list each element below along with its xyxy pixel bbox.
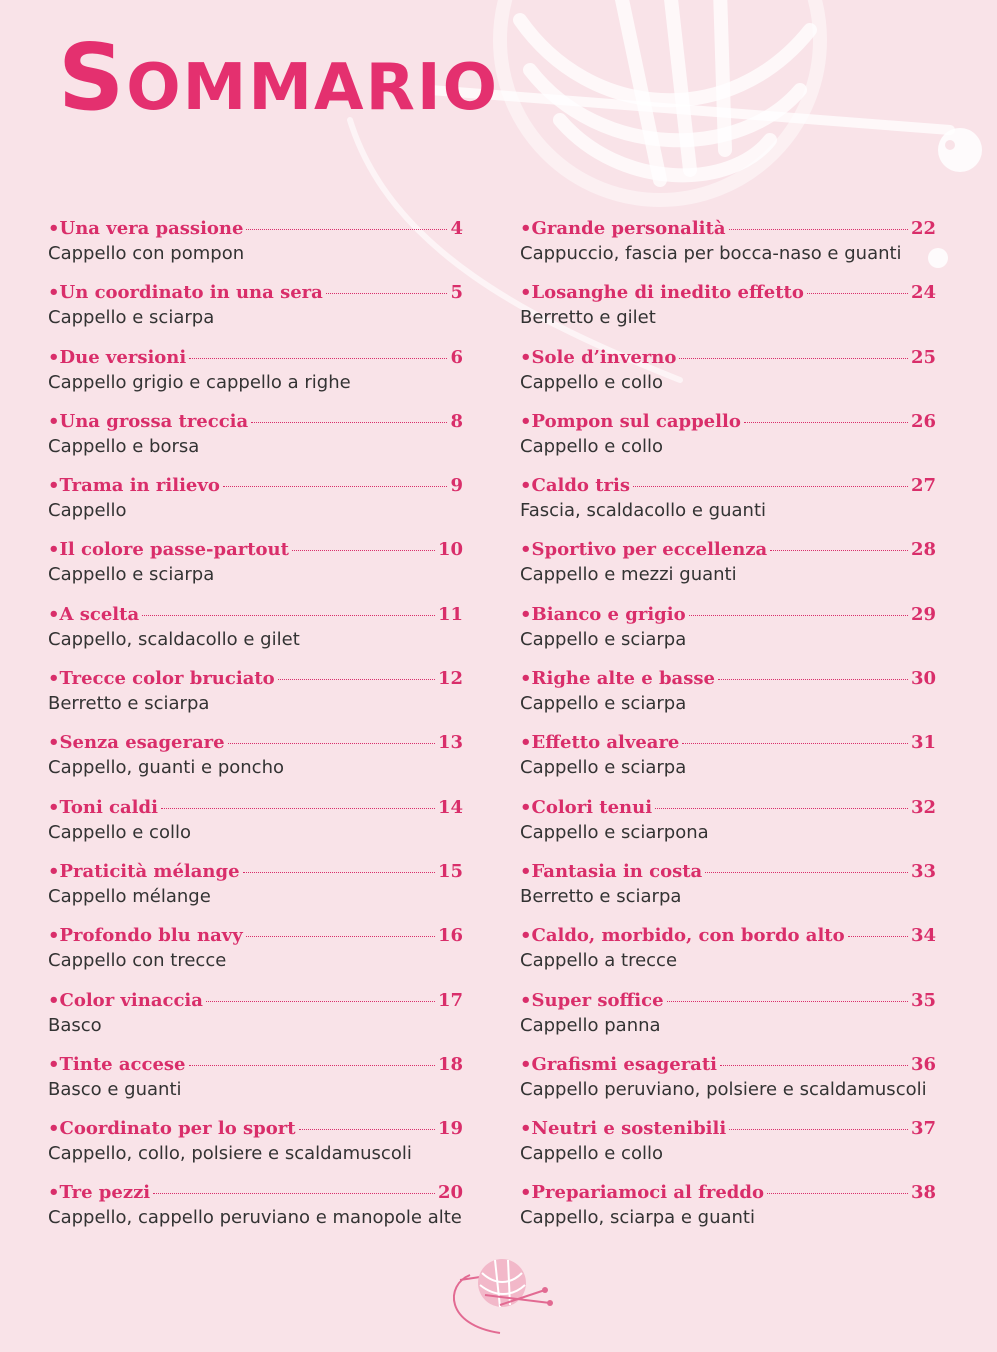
toc-entry-title [520, 1181, 764, 1205]
bullet: • [48, 1118, 60, 1140]
toc-entry-heading [48, 796, 463, 820]
dot-leader [251, 422, 447, 423]
toc-entry-heading [48, 1181, 463, 1205]
bullet: • [48, 860, 60, 882]
toc-entry-title-text: Fantasia in costa [531, 860, 703, 882]
toc-entry-title-text: Praticità mélange [59, 860, 240, 882]
toc-entry-heading [520, 1117, 936, 1141]
toc-entry-title [48, 474, 220, 498]
toc-entry[interactable] [48, 346, 463, 410]
toc-entry-title [520, 989, 664, 1013]
toc-entry-page-number: 15 [437, 860, 463, 882]
toc-entry-heading [48, 1117, 463, 1141]
toc-entry-page-number: 13 [437, 732, 463, 754]
dot-leader [682, 743, 908, 744]
toc-entry-subtitle: Basco [48, 1014, 102, 1036]
toc-entry[interactable] [48, 410, 463, 474]
toc-entry-heading [520, 217, 936, 241]
page-title: Sommario [58, 24, 500, 131]
toc-entry-page-number: 16 [437, 925, 463, 947]
toc-entry[interactable] [520, 924, 936, 988]
toc-entry-title-text: Una grossa treccia [59, 410, 249, 432]
toc-entry-page-number: 5 [450, 282, 463, 304]
toc-entry-heading [48, 1053, 463, 1077]
toc-entry-page-number: 27 [910, 475, 936, 497]
toc-entry-title-text: Un coordinato in una sera [59, 282, 323, 304]
bullet: • [520, 925, 532, 947]
toc-entry-subtitle: Cappello peruviano, polsiere e scaldamuscoli [520, 1078, 927, 1100]
toc-entry-title-text: Prepariamoci al freddo [531, 1182, 764, 1204]
toc-entry-heading [520, 603, 936, 627]
toc-entry-page-number: 37 [910, 1118, 936, 1140]
bullet: • [48, 475, 60, 497]
toc-entry-title [520, 1117, 726, 1141]
toc-entry-heading [48, 989, 463, 1013]
toc-entry-subtitle: Basco e guanti [48, 1078, 182, 1100]
toc-entry-title-text: Bianco e grigio [531, 603, 686, 625]
bullet: • [48, 925, 60, 947]
toc-entry[interactable] [48, 860, 463, 924]
toc-entry-title [520, 667, 715, 691]
toc-entry-subtitle: Cappello, collo, polsiere e scaldamuscoli [48, 1143, 412, 1165]
toc-entry[interactable] [520, 603, 936, 667]
bullet: • [48, 218, 60, 239]
yarn-ball-needles-icon [440, 1255, 560, 1340]
toc-entry[interactable] [520, 281, 936, 345]
toc-entry[interactable] [520, 410, 936, 474]
toc-entry-subtitle: Cappello e collo [520, 371, 663, 393]
toc-entry-subtitle: Cappello panna [520, 1014, 661, 1036]
toc-entry-title [520, 281, 804, 305]
dot-leader [326, 293, 448, 294]
toc-entry-page-number: 28 [910, 539, 936, 561]
toc-entry-title [520, 603, 686, 627]
toc-entry-title [48, 731, 225, 755]
bullet: • [48, 603, 60, 625]
toc-entry-title [520, 731, 679, 755]
toc-entry-heading [520, 1181, 936, 1205]
dot-leader [633, 486, 908, 487]
dot-leader [189, 1065, 435, 1066]
toc-entry-page-number: 12 [437, 668, 463, 690]
toc-entry-title [520, 924, 845, 948]
toc-entry-title [520, 1053, 717, 1077]
toc-entry[interactable] [520, 667, 936, 731]
toc-entry-title [48, 667, 275, 691]
dot-leader [720, 1065, 908, 1066]
toc-entry-title-text: Color vinaccia [59, 989, 203, 1011]
toc-entry-title-text: Righe alte e basse [531, 668, 715, 690]
toc-entry-page-number: 36 [910, 1053, 936, 1075]
toc-entry-page-number: 32 [910, 796, 936, 818]
dot-leader [246, 229, 447, 230]
toc-entry-title [48, 1117, 296, 1141]
toc-entry-subtitle: Cappello e collo [520, 1143, 663, 1165]
toc-entry-heading [520, 924, 936, 948]
toc-entry-subtitle: Cappello e sciarpa [520, 757, 687, 779]
toc-entry-title-text: Tre pezzi [59, 1182, 151, 1204]
toc-entry-subtitle: Cappello e collo [520, 435, 663, 457]
toc-column-right [520, 217, 936, 1246]
toc-entry-subtitle: Berretto e sciarpa [48, 693, 210, 715]
toc-entry-page-number: 20 [437, 1182, 463, 1204]
toc-entry-subtitle: Cappello, guanti e poncho [48, 757, 284, 779]
dot-leader [246, 936, 435, 937]
toc-entry[interactable] [48, 667, 463, 731]
dot-leader [278, 679, 435, 680]
bullet: • [520, 860, 532, 882]
toc-entry[interactable] [520, 474, 936, 538]
bullet: • [520, 732, 532, 754]
toc-entry-title [48, 346, 186, 370]
toc-entry-heading [48, 538, 463, 562]
toc-entry[interactable] [48, 538, 463, 602]
bullet: • [520, 796, 532, 818]
toc-entry-page-number: 10 [437, 539, 463, 561]
toc-entry-page-number: 34 [910, 925, 936, 947]
toc-entry-heading [520, 538, 936, 562]
toc-entry-subtitle: Cappello e sciarpona [520, 821, 709, 843]
toc-entry-subtitle: Cappello [48, 500, 127, 522]
toc-entry-title [520, 860, 702, 884]
toc-entry[interactable] [520, 1053, 936, 1117]
bullet: • [520, 539, 532, 561]
toc-entry-title-text: Super soffice [531, 989, 664, 1011]
toc-entry[interactable] [520, 1117, 936, 1181]
bullet: • [520, 989, 532, 1011]
bullet: • [520, 346, 532, 368]
toc-entry-title-text: Neutri e sostenibili [531, 1118, 727, 1140]
toc-entry-heading [48, 860, 463, 884]
toc-entry-title-text: Losanghe di inedito effetto [531, 282, 804, 304]
toc-entry[interactable] [520, 538, 936, 602]
toc-entry[interactable] [520, 1181, 936, 1245]
bullet: • [48, 410, 60, 432]
toc-entry[interactable] [520, 217, 936, 281]
toc-entry-title [48, 281, 323, 305]
toc-entry-heading [520, 346, 936, 370]
toc-entry-page-number: 17 [437, 989, 463, 1011]
toc-entry-title [48, 989, 203, 1013]
dot-leader [689, 615, 908, 616]
bullet: • [520, 475, 532, 497]
toc-entry[interactable] [48, 474, 463, 538]
toc-entry-title [520, 796, 652, 820]
toc-entry-heading [48, 346, 463, 370]
toc-entry-page-number: 18 [437, 1053, 463, 1075]
toc-entry-title [48, 860, 240, 884]
toc-entry-page-number: 38 [910, 1182, 936, 1204]
toc-entry-heading [520, 474, 936, 498]
toc-entry[interactable] [520, 731, 936, 795]
dot-leader [770, 550, 908, 551]
toc-entry-title-text: Toni caldi [59, 796, 158, 818]
toc-entry-title-text: Una vera passione [59, 218, 244, 239]
bullet: • [520, 282, 532, 304]
bullet: • [520, 1053, 532, 1075]
toc-entry-heading [520, 1053, 936, 1077]
bullet: • [48, 989, 60, 1011]
toc-entry-page-number: 11 [437, 603, 463, 625]
toc-entry[interactable] [48, 796, 463, 860]
toc-entry-heading [520, 731, 936, 755]
toc-entry-title [48, 1181, 150, 1205]
toc-entry-subtitle: Cappello e sciarpa [48, 307, 215, 329]
toc-entry-title [520, 346, 676, 370]
toc-entry-title-text: Due versioni [59, 346, 187, 368]
dot-leader [243, 872, 435, 873]
dot-leader [153, 1193, 435, 1194]
bullet: • [48, 282, 60, 304]
toc-entry-subtitle: Cappello e sciarpa [520, 693, 687, 715]
toc-entry-title [520, 538, 767, 562]
toc-entry-page-number: 4 [450, 218, 463, 239]
toc-entry-subtitle: Fascia, scaldacollo e guanti [520, 500, 767, 522]
toc-entry-subtitle: Cappello a trecce [520, 950, 678, 972]
toc-entry[interactable] [48, 989, 463, 1053]
toc-entry-heading [48, 667, 463, 691]
toc-entry-title [48, 538, 289, 562]
dot-leader [767, 1193, 908, 1194]
dot-leader [807, 293, 908, 294]
toc-entry-subtitle: Cappuccio, fascia per bocca-naso e guanti [520, 243, 902, 264]
dot-leader [299, 1129, 435, 1130]
dot-leader [718, 679, 908, 680]
toc-entry-page-number: 9 [450, 475, 463, 497]
toc-entry-title-text: Sportivo per eccellenza [531, 539, 768, 561]
toc-entry-title [48, 603, 139, 627]
toc-entry-title-text: Effetto alveare [531, 732, 680, 754]
toc-entry-subtitle: Cappello e sciarpa [48, 564, 215, 586]
dot-leader [729, 1129, 908, 1130]
toc-entry-title [520, 410, 741, 434]
toc-entry-title [520, 217, 726, 241]
toc-entry-page-number: 26 [910, 410, 936, 432]
toc-entry-subtitle: Cappello e mezzi guanti [520, 564, 737, 586]
toc-entry-page-number: 31 [910, 732, 936, 754]
toc-entry[interactable] [520, 796, 936, 860]
bullet: • [520, 410, 532, 432]
dot-leader [744, 422, 908, 423]
toc-entry-title-text: Grande personalità [531, 218, 726, 239]
toc-entry-title [520, 474, 630, 498]
dot-leader [705, 872, 908, 873]
dot-leader [729, 229, 908, 230]
toc-entry[interactable] [48, 731, 463, 795]
toc-entry-title-text: Senza esagerare [59, 732, 225, 754]
toc-entry-page-number: 6 [450, 346, 463, 368]
toc-entry-title-text: Il colore passe-partout [59, 539, 289, 561]
toc-entry-heading [520, 860, 936, 884]
dot-leader [228, 743, 435, 744]
dot-leader [142, 615, 435, 616]
toc-entry-title-text: Pompon sul cappello [531, 410, 741, 432]
toc-entry-title-text: Coordinato per lo sport [59, 1118, 296, 1140]
bullet: • [520, 603, 532, 625]
toc-entry[interactable] [48, 281, 463, 345]
toc-entry-title-text: Tinte accese [59, 1053, 186, 1075]
toc-entry-subtitle: Cappello, cappello peruviano e manopole alte [48, 1207, 462, 1229]
toc-entry[interactable] [48, 217, 463, 281]
dot-leader [161, 808, 435, 809]
toc-entry-page-number: 25 [910, 346, 936, 368]
toc-entry-subtitle: Cappello e collo [48, 821, 191, 843]
toc-entry-title [48, 410, 248, 434]
toc-entry-subtitle: Cappello e sciarpa [520, 628, 687, 650]
toc-entry[interactable] [520, 346, 936, 410]
bullet: • [48, 346, 60, 368]
toc-entry[interactable] [48, 1053, 463, 1117]
bullet: • [520, 1118, 532, 1140]
toc-entry[interactable] [48, 924, 463, 988]
toc-entry[interactable] [48, 603, 463, 667]
bullet: • [520, 668, 532, 690]
toc-entry-page-number: 8 [450, 410, 463, 432]
toc-entry-heading [520, 410, 936, 434]
toc-entry-subtitle: Cappello, scaldacollo e gilet [48, 628, 300, 650]
toc-entry[interactable] [48, 1117, 463, 1181]
toc-entry-title-text: A scelta [59, 603, 140, 625]
toc-entry-page-number: 14 [437, 796, 463, 818]
dot-leader [189, 358, 447, 359]
toc-entry-title-text: Profondo blu navy [59, 925, 243, 947]
bullet: • [520, 218, 532, 239]
toc-entry-heading [520, 989, 936, 1013]
toc-entry-heading [48, 474, 463, 498]
toc-entry-heading [48, 731, 463, 755]
toc-entry-heading [48, 217, 463, 241]
bullet: • [48, 732, 60, 754]
toc-entry-title-text: Grafismi esagerati [531, 1053, 717, 1075]
toc-entry-subtitle: Cappello mélange [48, 885, 211, 907]
toc-entry-page-number: 22 [910, 218, 936, 239]
toc-entry-heading [520, 281, 936, 305]
toc-entry-subtitle: Cappello grigio e cappello a righe [48, 371, 351, 393]
toc-entry-title [48, 217, 243, 241]
toc-entry-heading [520, 667, 936, 691]
bullet: • [48, 796, 60, 818]
toc-entry-title-text: Caldo, morbido, con bordo alto [531, 925, 845, 947]
toc-entry-page-number: 24 [910, 282, 936, 304]
dot-leader [292, 550, 435, 551]
dot-leader [679, 358, 908, 359]
toc-entry[interactable] [520, 860, 936, 924]
toc-entry-page-number: 35 [910, 989, 936, 1011]
toc-entry[interactable] [48, 1181, 463, 1245]
bullet: • [48, 539, 60, 561]
toc-entry-title-text: Colori tenui [531, 796, 653, 818]
toc-entry-page-number: 29 [910, 603, 936, 625]
dot-leader [848, 936, 908, 937]
toc-entry-subtitle: Cappello con trecce [48, 950, 227, 972]
bullet: • [48, 1182, 60, 1204]
toc-entry-subtitle: Cappello, sciarpa e guanti [520, 1207, 755, 1229]
toc-entry-page-number: 30 [910, 668, 936, 690]
toc-entry-title [48, 796, 158, 820]
toc-entry-subtitle: Berretto e gilet [520, 307, 656, 329]
toc-column-left [48, 217, 463, 1246]
toc-entry-title-text: Trama in rilievo [59, 475, 220, 497]
toc-entry-title-text: Sole d’inverno [531, 346, 677, 368]
toc-entry-heading [48, 281, 463, 305]
toc-entry-subtitle: Cappello con pompon [48, 243, 245, 264]
toc-entry-title [48, 924, 243, 948]
dot-leader [655, 808, 908, 809]
toc-entry-heading [520, 796, 936, 820]
toc-entry-title-text: Caldo tris [531, 475, 630, 497]
toc-entry-subtitle: Berretto e sciarpa [520, 885, 682, 907]
toc-entry[interactable] [520, 989, 936, 1053]
bullet: • [48, 1053, 60, 1075]
dot-leader [206, 1001, 435, 1002]
toc-entry-heading [48, 603, 463, 627]
toc-entry-page-number: 19 [437, 1118, 463, 1140]
dot-leader [667, 1001, 908, 1002]
toc-entry-title [48, 1053, 186, 1077]
toc-entry-title-text: Trecce color bruciato [59, 668, 275, 690]
toc-entry-subtitle: Cappello e borsa [48, 435, 200, 457]
bullet: • [48, 668, 60, 690]
toc-entry-heading [48, 924, 463, 948]
toc-entry-page-number: 33 [910, 860, 936, 882]
dot-leader [223, 486, 448, 487]
toc-entry-heading [48, 410, 463, 434]
bullet: • [520, 1182, 532, 1204]
